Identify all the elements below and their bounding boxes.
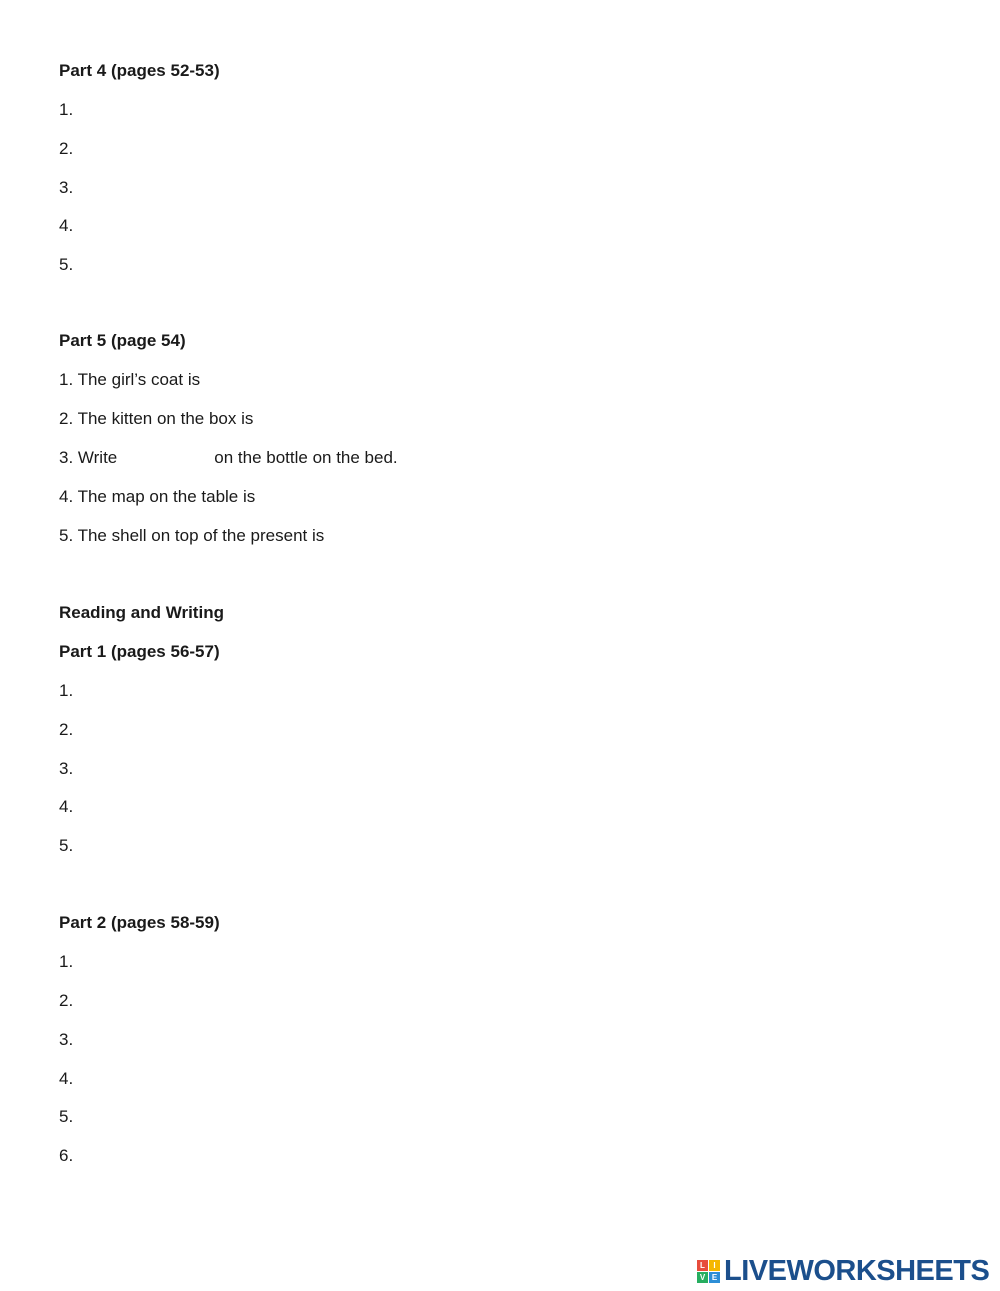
rw-part1-item-2: 2. — [59, 720, 74, 739]
rw-part2-item-1: 1. — [59, 952, 74, 971]
rw-part2-item-6: 6. — [59, 1146, 74, 1165]
part5-item-2: 2. The kitten on the box is — [59, 409, 254, 428]
rw-part1-item-5: 5. — [59, 836, 74, 855]
logo-icon — [697, 1260, 720, 1283]
part5-item-3-suffix: on the bottle on the bed. — [214, 448, 398, 467]
part4-item-2: 2. — [59, 139, 74, 158]
part5-item-5: 5. The shell on top of the present is — [59, 526, 325, 545]
part5-item-3-prefix: 3. Write — [59, 448, 118, 467]
rw-part1-item-4: 4. — [59, 797, 74, 816]
part5-item-4: 4. The map on the table is — [59, 487, 256, 506]
part4-item-1: 1. — [59, 100, 74, 119]
rw-part1-heading: Part 1 (pages 56-57) — [59, 642, 220, 661]
logo-text: LIVEWORKSHEETS — [724, 1255, 990, 1287]
rw-part2-item-5: 5. — [59, 1107, 74, 1126]
part5-heading: Part 5 (page 54) — [59, 331, 186, 350]
liveworksheets-logo — [697, 1257, 989, 1286]
part4-item-3: 3. — [59, 178, 74, 197]
part4-item-4: 4. — [59, 216, 74, 235]
rw-part2-item-3: 3. — [59, 1030, 74, 1049]
section-heading: Reading and Writing — [59, 603, 224, 622]
rw-part2-item-4: 4. — [59, 1069, 74, 1088]
part5-item-3 — [59, 448, 398, 468]
part4-heading: Part 4 (pages 52-53) — [59, 61, 220, 80]
logo-tile: L — [697, 1260, 708, 1271]
rw-part2-heading: Part 2 (pages 58-59) — [59, 913, 220, 932]
logo-tile: V — [697, 1272, 708, 1283]
rw-part1-item-3: 3. — [59, 759, 74, 778]
part4-item-5: 5. — [59, 255, 74, 274]
rw-part2-item-2: 2. — [59, 991, 74, 1010]
logo-tile: I — [709, 1260, 720, 1271]
logo-tile: E — [709, 1272, 720, 1283]
rw-part1-item-1: 1. — [59, 681, 74, 700]
part5-item-1: 1. The girl’s coat is — [59, 370, 201, 389]
